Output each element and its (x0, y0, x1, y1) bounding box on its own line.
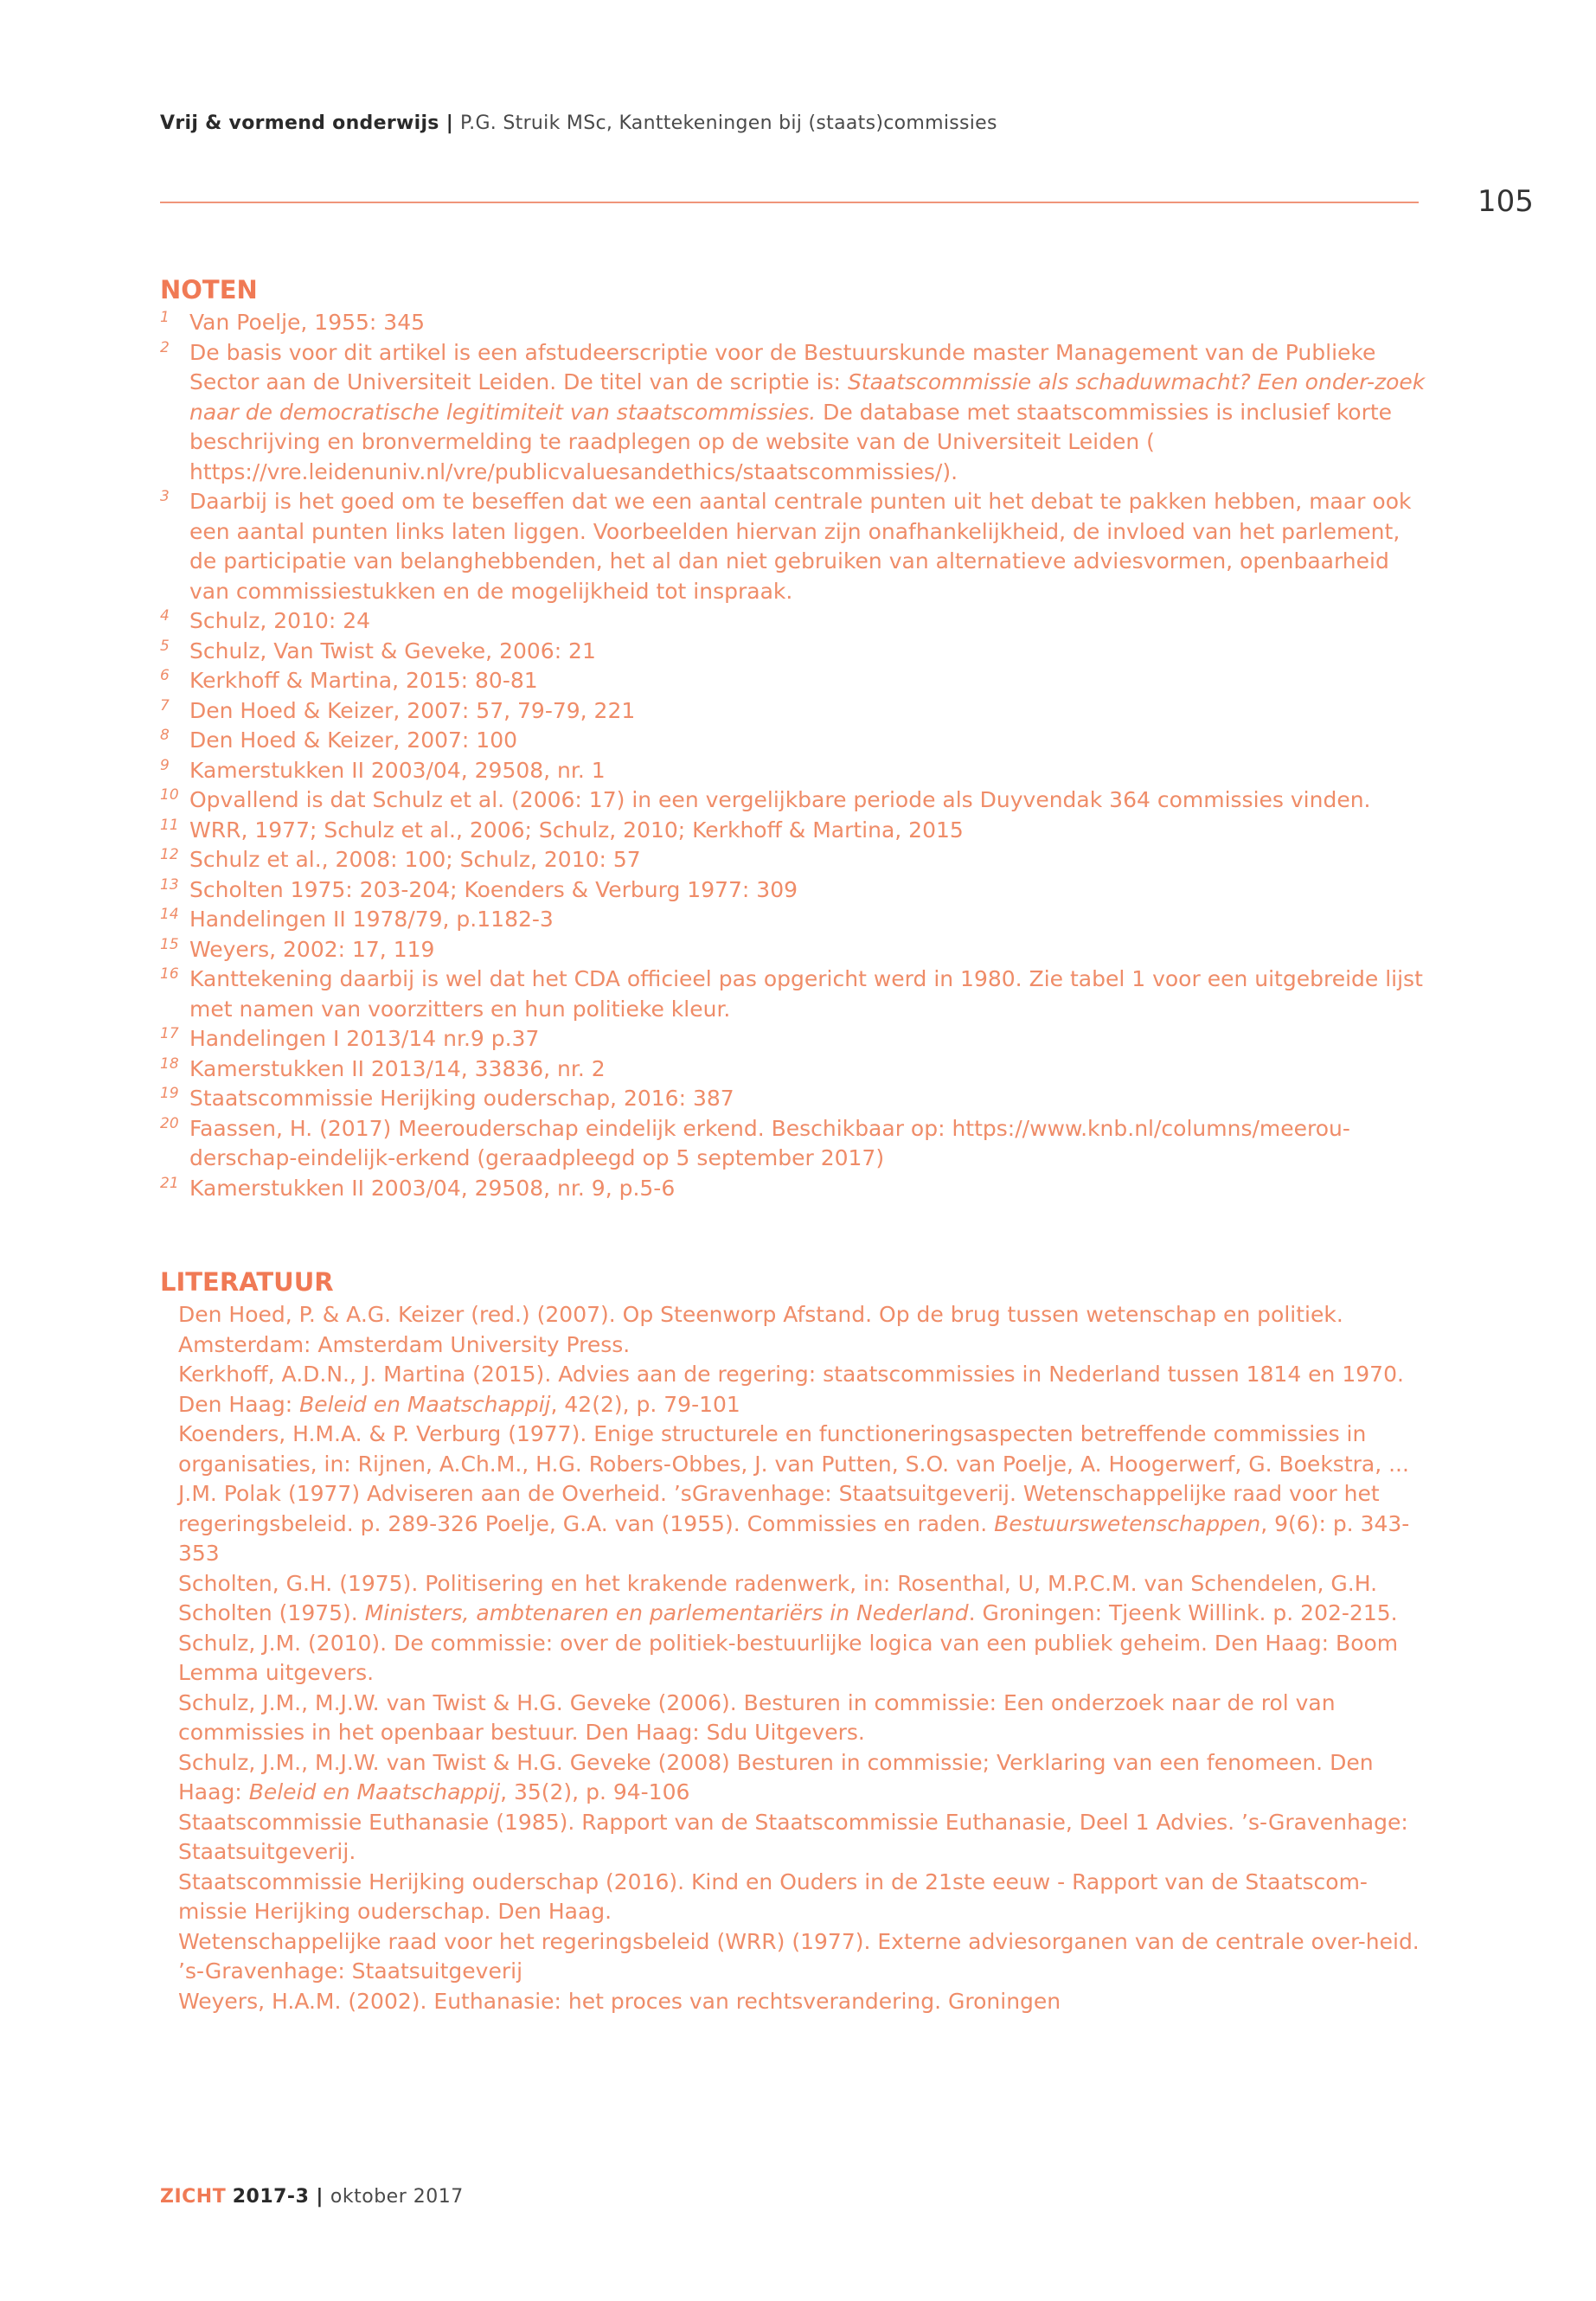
text-segment: Staatscommissie Herijking ouderschap, 2016: 387 (189, 1086, 734, 1111)
literature-list (178, 1300, 1433, 2016)
text-segment: Scholten 1975: 203-204; Koenders & Verburg 1977: 309 (189, 876, 798, 902)
footnote-number: 21 (160, 1174, 179, 1192)
issue-number: 2017-3 (232, 2186, 310, 2208)
text-segment: , 9(6): p. 343-353 (178, 1510, 1410, 1566)
footnote (160, 905, 1432, 935)
text-segment: Handelingen I 2013/14 nr.9 p.37 (189, 1026, 540, 1051)
footnote (160, 338, 1432, 488)
reference-entry (178, 1987, 1433, 2017)
magazine-name: ZICHT (160, 2186, 227, 2208)
footnote-number: 9 (160, 756, 170, 774)
header-rule (160, 202, 1419, 203)
footnote-number: 11 (160, 816, 179, 834)
italic-title: Bestuurswetenschappen (994, 1510, 1261, 1536)
footnote (160, 935, 1432, 965)
footnote-number: 14 (160, 906, 179, 923)
footnote-number: 6 (160, 667, 170, 684)
footnote-number: 7 (160, 696, 170, 715)
text-segment: , 35(2), p. 94-106 (500, 1779, 690, 1804)
text-segment: De basis voor dit artikel is een afstudeerscriptie voor de Bestuurskunde master Management van de Publieke Sector aan de Universiteit Leiden. De titel van de scriptie is: (189, 339, 1376, 394)
footnote-number: 16 (160, 965, 179, 983)
text-segment: Van Poelje, 1955: 345 (189, 310, 426, 335)
text-segment: , 42(2), p. 79-101 (550, 1391, 740, 1417)
text-segment: Wetenschappelijke raad voor het regeringsbeleid (WRR) (1977). Externe adviesorganen van de centrale over-heid. ’s-Gravenhage: Staatsuitgeverij (178, 1928, 1420, 1984)
reference-entry (178, 1569, 1433, 1629)
footnote-number: 19 (160, 1085, 179, 1102)
footnote (160, 845, 1432, 875)
footnote (160, 606, 1432, 637)
page-footer (160, 2186, 464, 2208)
footnote-number: 8 (160, 727, 170, 744)
reference-entry (178, 1748, 1433, 1808)
text-segment: Weyers, 2002: 17, 119 (189, 936, 435, 962)
publication-name: Vrij & vormend onderwijs (160, 112, 439, 134)
footnote-number: 3 (160, 488, 170, 505)
footnote (160, 965, 1432, 1024)
reference-entry (178, 1808, 1433, 1868)
reference-entry (178, 1927, 1433, 1987)
footnote-number: 17 (160, 1025, 179, 1042)
footnote-number: 15 (160, 935, 179, 953)
footnote-number: 12 (160, 846, 179, 863)
footnote-number: 13 (160, 875, 179, 894)
footnote (160, 1174, 1432, 1204)
footnote (160, 1054, 1432, 1085)
text-segment: Kerkhoff & Martina, 2015: 80-81 (189, 668, 538, 693)
footnote (160, 785, 1432, 816)
text-segment: Opvallend is dat Schulz et al. (2006: 17) in een vergelijkbare periode als Duyvendak 364 commissies vinden. (189, 787, 1371, 812)
footnote (160, 726, 1432, 756)
footnote (160, 756, 1432, 786)
text-segment: Scholten, G.H. (1975). Politisering en het krakende radenwerk, in: Rosenthal, U, M.P.C.M. van Schendelen, G.H. Scholten (1975). (178, 1570, 1378, 1625)
text-segment: Kamerstukken II 2003/04, 29508, nr. 1 (189, 757, 606, 783)
article-credit: P.G. Struik MSc, Kanttekeningen bij (staats)commissies (460, 112, 997, 134)
footnote (160, 487, 1432, 606)
text-segment: Kamerstukken II 2003/04, 29508, nr. 9, p.5-6 (189, 1175, 676, 1201)
header-separator: | (445, 112, 454, 134)
text-segment: Schulz et al., 2008: 100; Schulz, 2010: 57 (189, 847, 641, 872)
reference-entry (178, 1689, 1433, 1748)
text-segment: . Groningen: Tjeenk Willink. p. 202-215. (968, 1600, 1398, 1625)
italic-title: Staatscommissie als schaduwmacht? Een onder-zoek naar de democratische legitimiteit van staatscommissies. (189, 369, 1426, 425)
text-segment: Schulz, J.M., M.J.W. van Twist & H.G. Geveke (2006). Besturen in commissie: Een onderzoek naar de rol van commissies in het openbaar bestuur. Den Haag: Sdu Uitgevers. (178, 1689, 1336, 1745)
notes-list (160, 308, 1432, 1203)
text-segment: Den Hoed, P. & A.G. Keizer (red.) (2007). Op Steenworp Afstand. Op de brug tussen wetenschap en politiek. Amsterdam: Amsterdam University Press. (178, 1302, 1343, 1357)
text-segment: Kamerstukken II 2013/14, 33836, nr. 2 (189, 1055, 606, 1081)
page-number: 105 (1477, 184, 1534, 219)
text-segment: Handelingen II 1978/79, p.1182-3 (189, 907, 554, 932)
text-segment: WRR, 1977; Schulz et al., 2006; Schulz, 2010; Kerkhoff & Martina, 2015 (189, 817, 964, 843)
italic-title: Beleid en Maatschappij (299, 1391, 551, 1417)
footnote-number: 1 (160, 309, 170, 326)
reference-entry (178, 1868, 1433, 1927)
text-segment: Schulz, Van Twist & Geveke, 2006: 21 (189, 638, 596, 663)
footnote-number: 5 (160, 637, 170, 655)
text-segment: Koenders, H.M.A. & P. Verburg (1977). Enige structurele en functioneringsaspecten betreffende commissies in organisaties, in: Rijnen, A.Ch.M., H.G. Robers-Obbes, J. van Putten, S.O. van Poelje, A. Hoogerwerf, G. Boekstra, ... J.M. Polak (1977) Adviseren aan de Overheid. ’sGravenhage: Staatsuitgeverij. Wetenschappelijke raad voor het regeringsbeleid. p. 289-326 Poelje, G.A. van (1955). Commissies en raden. (178, 1421, 1409, 1536)
footnote-number: 20 (160, 1114, 179, 1132)
footnote (160, 308, 1432, 338)
text-segment: Schulz, J.M. (2010). De commissie: over de politiek-bestuurlijke logica van een publiek geheim. Den Haag: Boom Lemma uitgevers. (178, 1630, 1399, 1685)
footnote (160, 637, 1432, 667)
text-segment: Daarbij is het goed om te beseffen dat we een aantal centrale punten uit het debat te pakken hebben, maar ook een aantal punten links laten liggen. Voorbeelden hiervan zijn onafhankelijkheid, de invloed van het parlement, de participatie van belanghebbenden, het al dan niet gebruiken van alternatieve adviesvormen, openbaarheid van commissiestukken en de mogelijkheid tot inspraak. (189, 489, 1412, 604)
text-segment: Staatscommissie Herijking ouderschap (2016). Kind en Ouders in de 21ste eeuw - Rapport van de Staatscom-missie Herijking ouderschap. Den Haag. (178, 1868, 1368, 1924)
text-segment: Kanttekening daarbij is wel dat het CDA officieel pas opgericht werd in 1980. Zie tabel 1 voor een uitgebreide lijst met namen van voorzitters en hun politieke kleur. (189, 966, 1423, 1022)
footer-separator: | (316, 2186, 324, 2208)
reference-entry (178, 1360, 1433, 1420)
issue-date: oktober 2017 (330, 2186, 464, 2208)
footnote (160, 1084, 1432, 1114)
footnote (160, 666, 1432, 696)
reference-entry (178, 1300, 1433, 1360)
running-header (160, 112, 997, 134)
footnote (160, 1024, 1432, 1054)
text-segment: Schulz, J.M., M.J.W. van Twist & H.G. Geveke (2008) Besturen in commissie; Verklaring van een fenomeen. Den Haag: (178, 1749, 1374, 1804)
footnote (160, 1114, 1432, 1174)
text-segment: Den Hoed & Keizer, 2007: 100 (189, 727, 518, 753)
footnote-number: 4 (160, 607, 170, 625)
text-segment: Faassen, H. (2017) Meerouderschap eindelijk erkend. Beschikbaar op: https://www.knb.nl/columns/meerou-derschap-eindelijk-erkend (geraadpleegd op 5 september 2017) (189, 1115, 1350, 1170)
footnote (160, 696, 1432, 727)
literature-heading: LITERATUUR (160, 1267, 334, 1297)
footnote-number: 10 (160, 786, 179, 804)
italic-title: Ministers, ambtenaren en parlementariërs in Nederland (364, 1600, 969, 1625)
notes-heading: NOTEN (160, 275, 258, 304)
text-segment: Weyers, H.A.M. (2002). Euthanasie: het proces van rechtsverandering. Groningen (178, 1988, 1061, 2014)
footnote (160, 816, 1432, 846)
text-segment: Kerkhoff, A.D.N., J. Martina (2015). Advies aan de regering: staatscommissies in Nederland tussen 1814 en 1970. Den Haag: (178, 1362, 1404, 1417)
text-segment: Staatscommissie Euthanasie (1985). Rapport van de Staatscommissie Euthanasie, Deel 1 Advies. ’s-Gravenhage: Staatsuitgeverij. (178, 1809, 1408, 1864)
footnote-number: 18 (160, 1054, 179, 1073)
text-segment: De database met staatscommissies is inclusief korte beschrijving en bronvermelding te raadplegen op de website van de Universiteit Leiden ( https://vre.leidenuniv.nl/vre/publicvaluesandethics/staatscommissies/). (189, 399, 1393, 484)
italic-title: Beleid en Maatschappij (248, 1779, 501, 1804)
reference-entry (178, 1420, 1433, 1569)
footnote-number: 2 (160, 338, 170, 356)
text-segment: Schulz, 2010: 24 (189, 608, 371, 633)
text-segment: Den Hoed & Keizer, 2007: 57, 79-79, 221 (189, 697, 636, 723)
footnote (160, 875, 1432, 906)
reference-entry (178, 1629, 1433, 1689)
